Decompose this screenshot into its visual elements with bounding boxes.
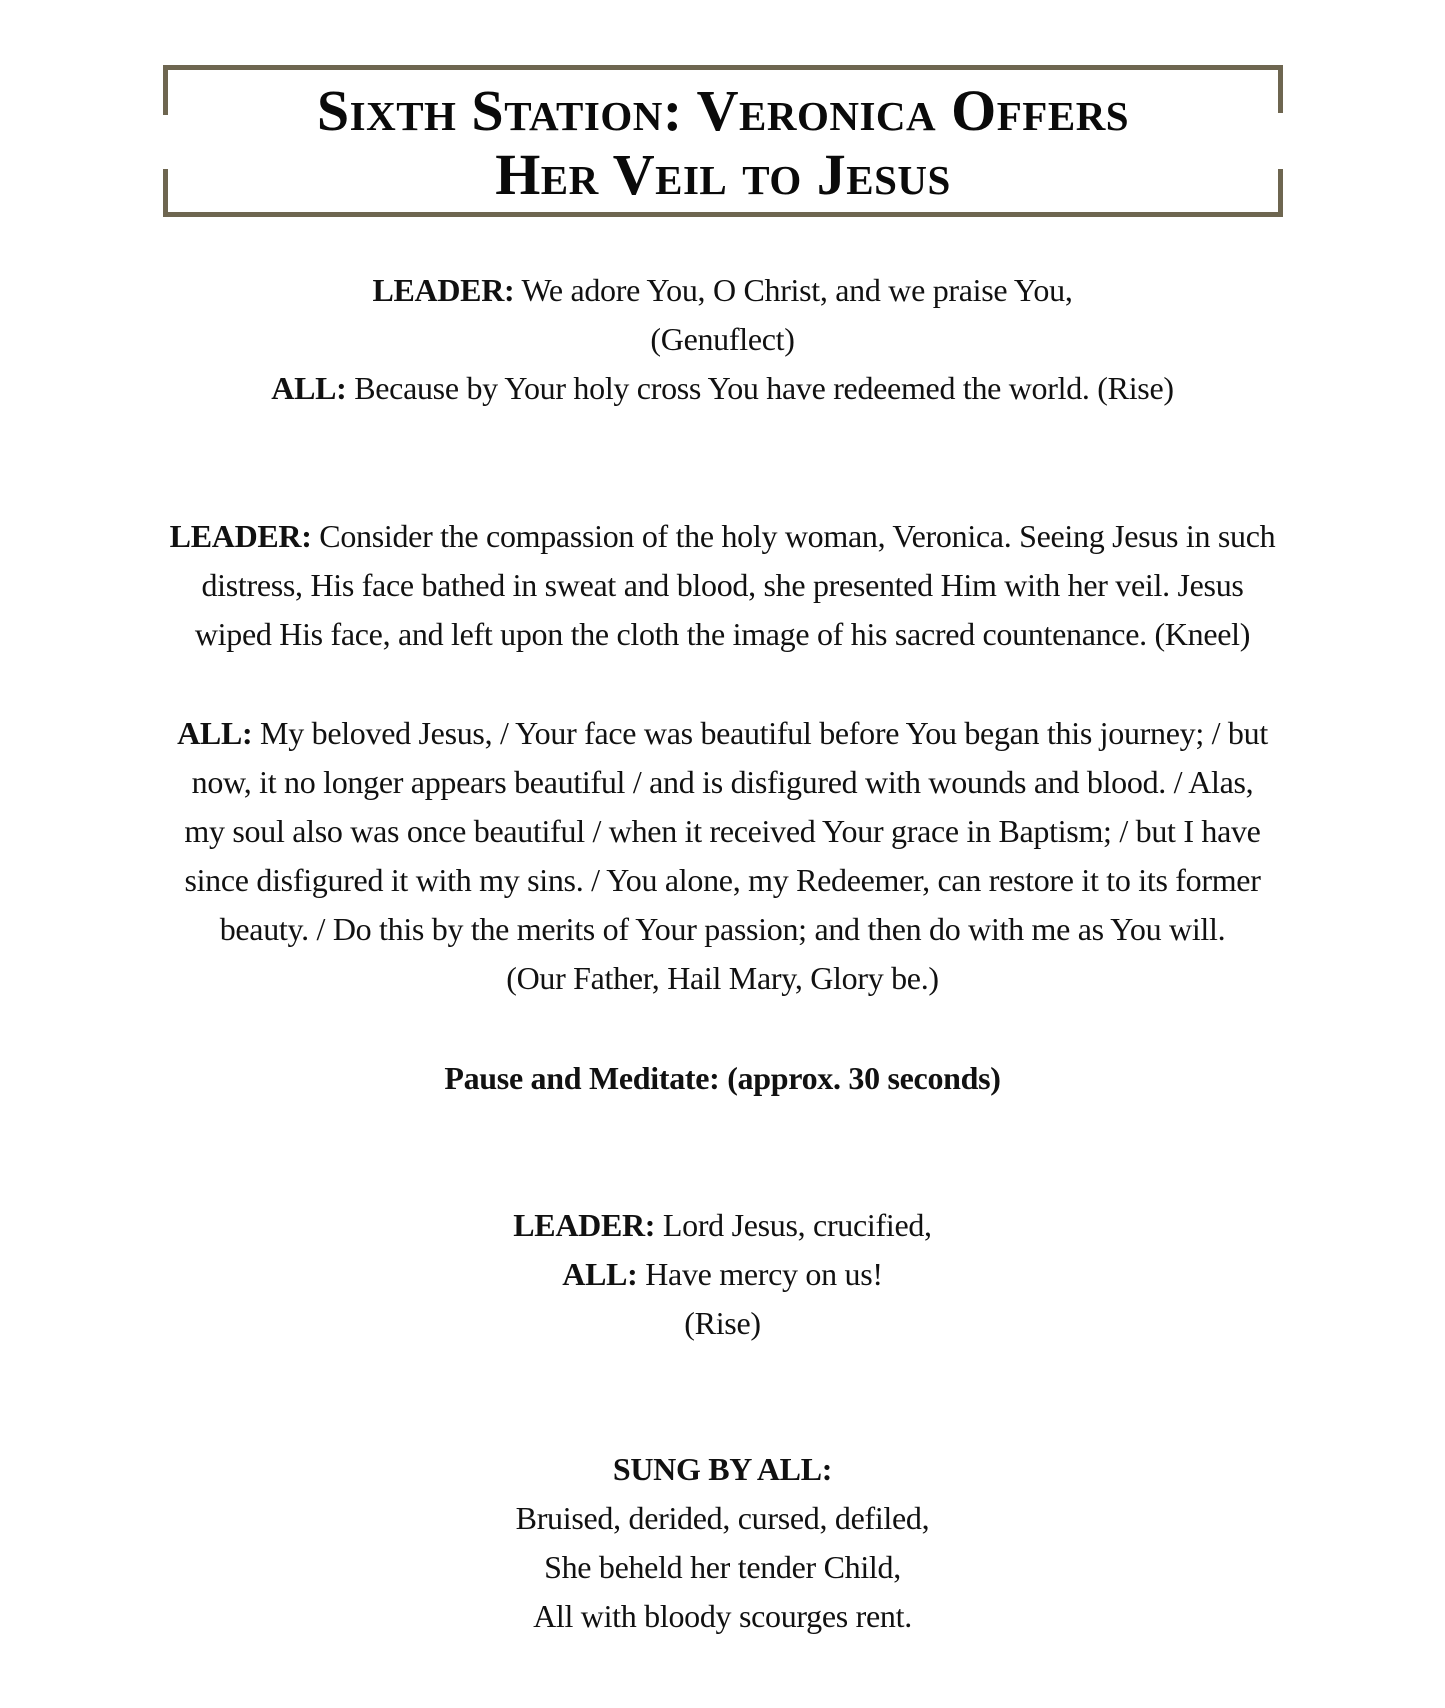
all-label: ALL: [562, 1256, 638, 1292]
hymn-line-2: She beheld her tender Child, [544, 1549, 901, 1585]
opening-leader-line [100, 266, 1345, 315]
hymn-label: SUNG BY ALL: [612, 1451, 833, 1487]
opening-versicle [100, 266, 1345, 413]
page-title [163, 79, 1283, 207]
closing-all-line [100, 1250, 1345, 1299]
genuflect-instruction: (Genuflect) [650, 321, 795, 357]
title-frame [163, 65, 1283, 217]
leader-text: Lord Jesus, crucified, [655, 1207, 932, 1243]
prayer-line-3: my soul also was once beautiful / when it received Your grace in Baptism; / but I have [184, 813, 1261, 849]
prayer-text: My beloved Jesus, / Your face was beautiful before You began this journey; / but [252, 715, 1268, 751]
meditation-line-2: distress, His face bathed in sweat and blood, she presented Him with her veil. Jesus [201, 567, 1244, 603]
leader-text: We adore You, O Christ, and we praise You, [514, 272, 1073, 308]
all-text: Because by Your holy cross You have redeemed the world. (Rise) [346, 370, 1174, 406]
all-label: ALL: [271, 370, 347, 406]
closing-leader-line [100, 1201, 1345, 1250]
title-line-2: Her Veil to Jesus [495, 142, 951, 207]
frame-top-border [163, 65, 1283, 70]
meditation-paragraph [100, 512, 1345, 659]
hymn-section [100, 1445, 1345, 1641]
prayers-instruction: (Our Father, Hail Mary, Glory be.) [506, 960, 939, 996]
hymn-line-1: Bruised, derided, cursed, defiled, [515, 1500, 930, 1536]
leader-label: LEADER: [372, 272, 515, 308]
opening-all-line [100, 364, 1345, 413]
frame-bottom-border [163, 212, 1283, 217]
prayer-line-2: now, it no longer appears beautiful / and is disfigured with wounds and blood. / Alas, [191, 764, 1254, 800]
prayer-line-4: since disfigured it with my sins. / You alone, my Redeemer, can restore it to its former [184, 862, 1261, 898]
closing-versicle [100, 1201, 1345, 1348]
leader-label: LEADER: [513, 1207, 656, 1243]
meditation-line-3: wiped His face, and left upon the cloth the image of his sacred countenance. (Kneel) [194, 616, 1251, 652]
all-label: ALL: [177, 715, 253, 751]
title-line-1: Sixth Station: Veronica Offers [316, 78, 1130, 143]
prayer-paragraph [100, 709, 1345, 1003]
meditation-text: Consider the compassion of the holy woman, Veronica. Seeing Jesus in such [311, 518, 1276, 554]
hymn-line-3: All with bloody scourges rent. [533, 1598, 912, 1634]
prayer-line-5: beauty. / Do this by the merits of Your passion; and then do with me as You will. [219, 911, 1226, 947]
meditation-line-1 [100, 512, 1345, 561]
rise-instruction: (Rise) [684, 1305, 761, 1341]
leader-label: LEADER: [169, 518, 312, 554]
all-text: Have mercy on us! [637, 1256, 883, 1292]
pause-instruction [100, 1054, 1345, 1103]
prayer-line-1 [100, 709, 1345, 758]
pause-text: Pause and Meditate: (approx. 30 seconds) [444, 1060, 1001, 1096]
